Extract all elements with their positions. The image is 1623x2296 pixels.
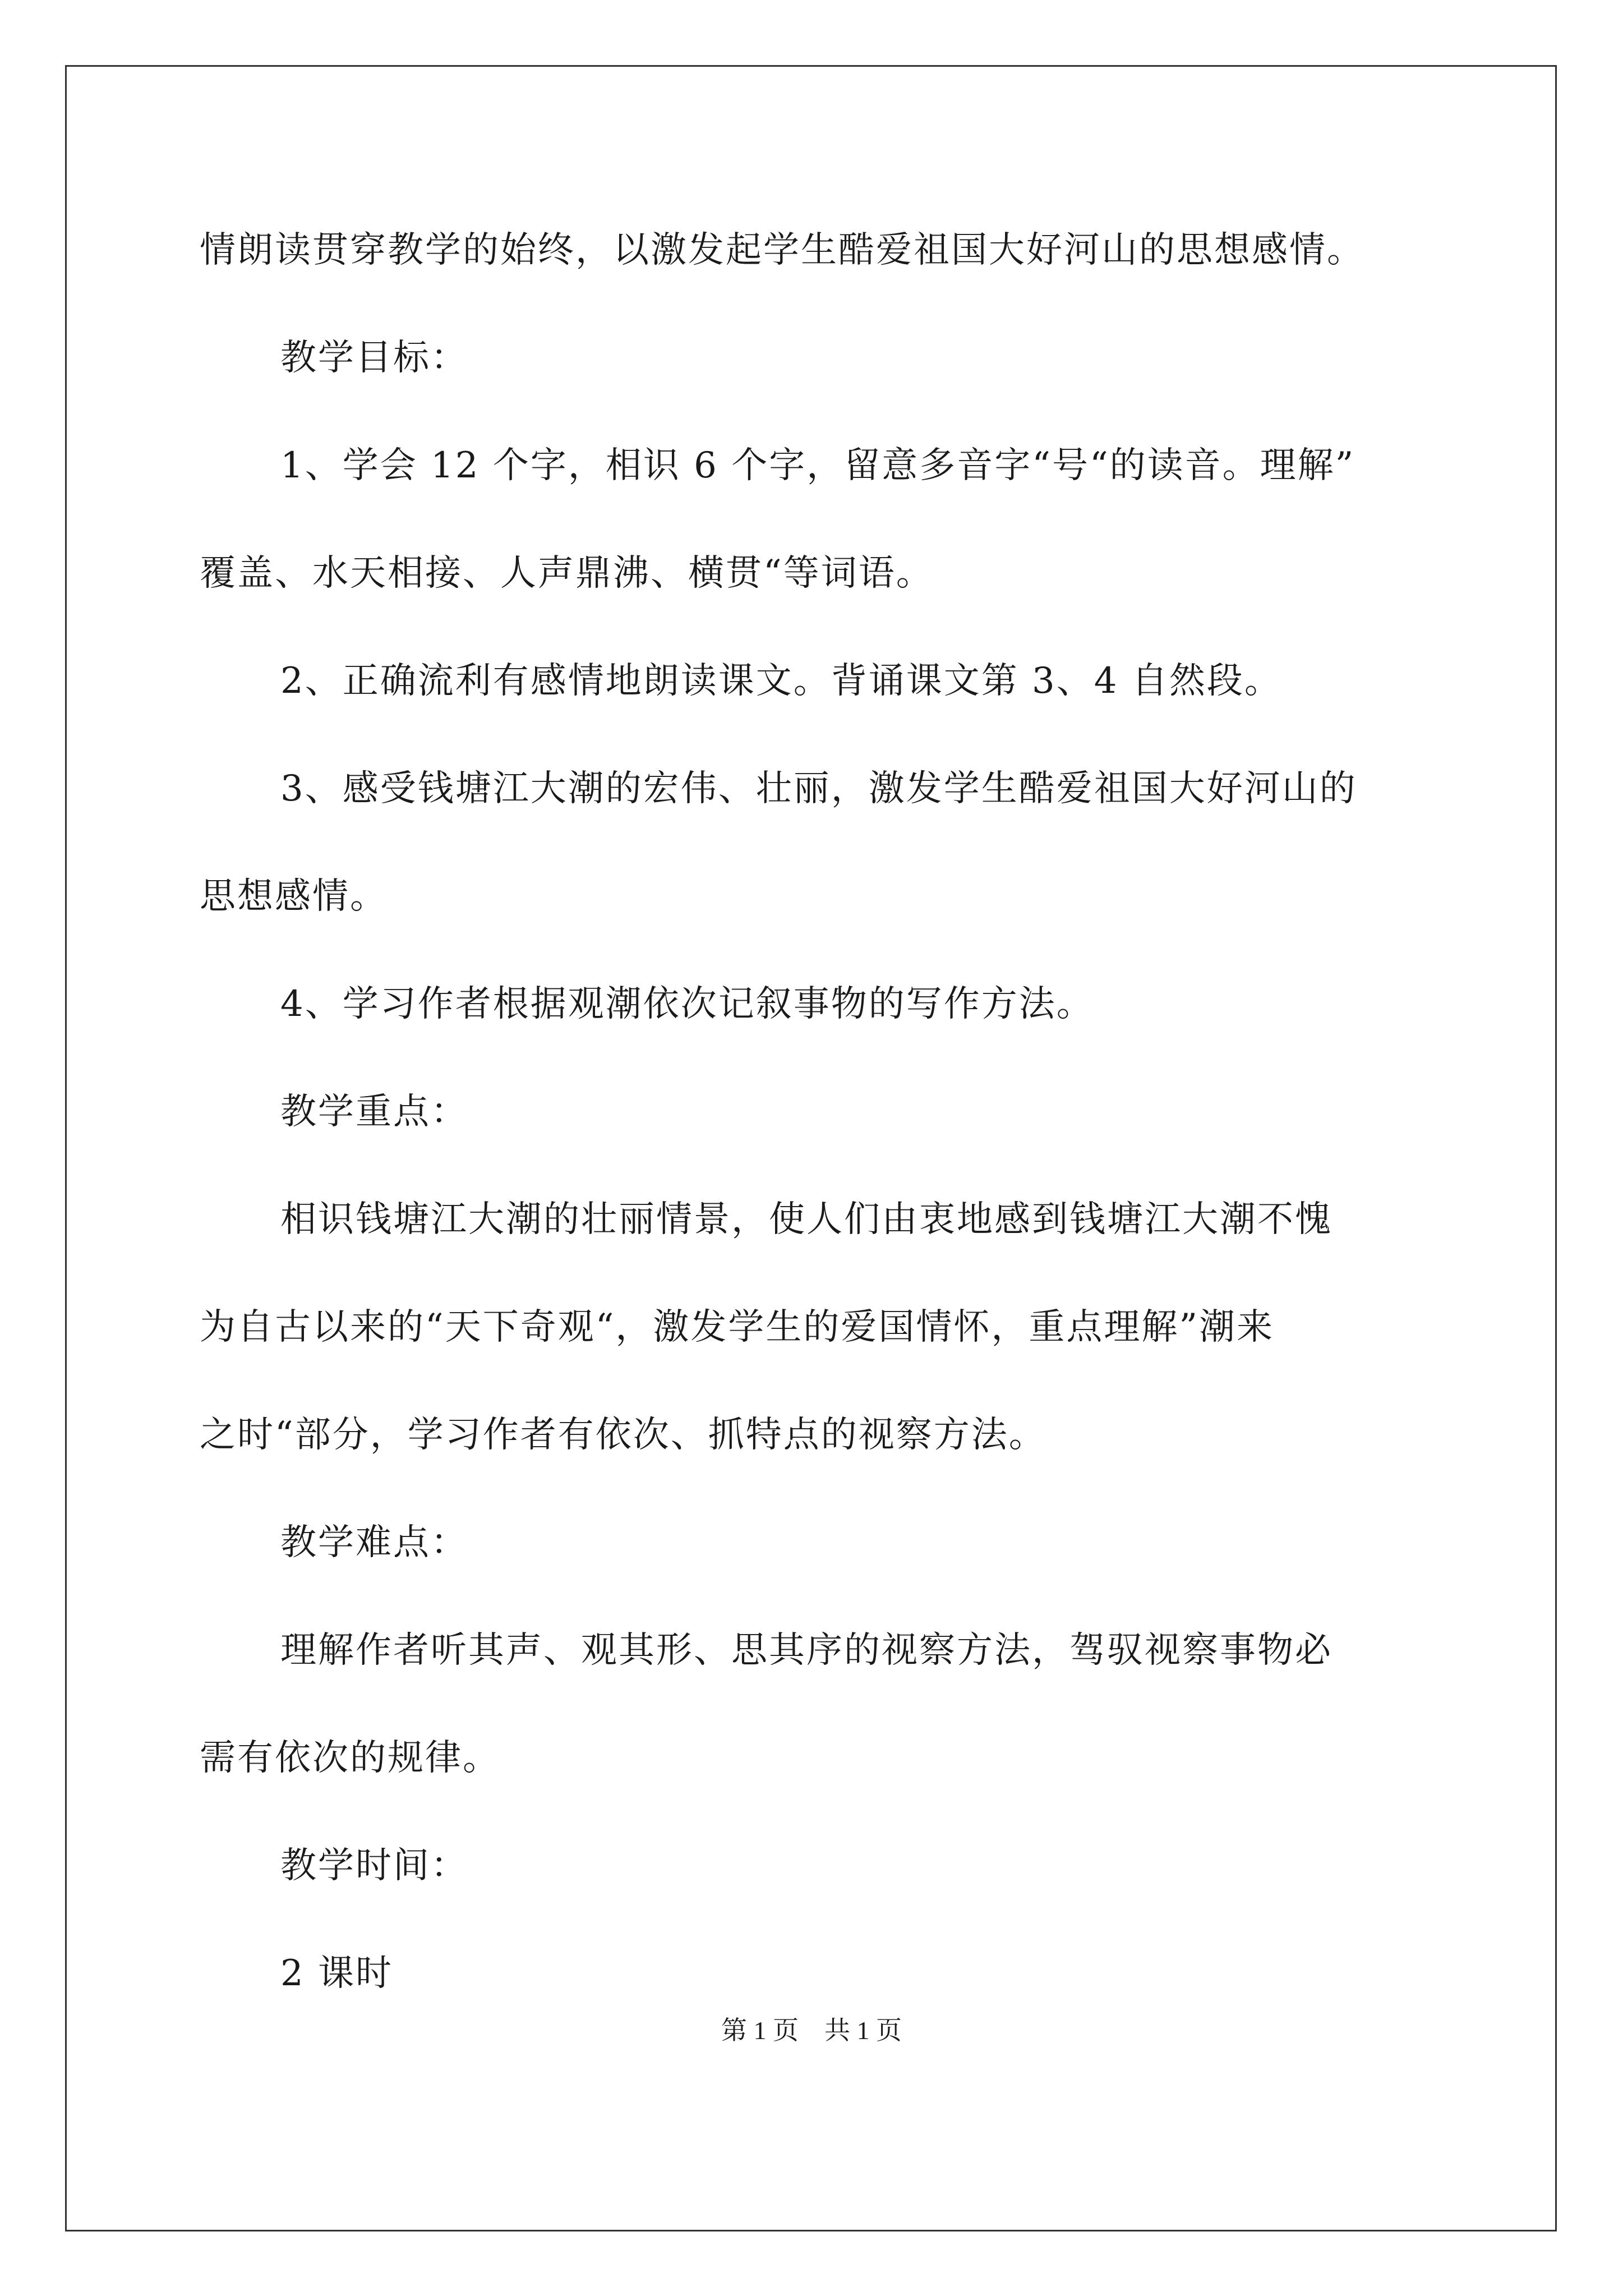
text-line: 4、学习作者根据观潮依次记叙事物的写作方法。: [280, 983, 1094, 1025]
section-heading-time: 教学时间：: [280, 1845, 468, 1887]
text-line: 需有依次的规律。: [200, 1737, 500, 1779]
text-line: 2 课时: [280, 1953, 394, 1994]
text-line: 情朗读贯穿教学的始终，以激发起学生酷爱祖国大好河山的思想感情。: [200, 229, 1364, 271]
section-heading-key-points: 教学重点：: [280, 1091, 468, 1133]
text-line: 为自古以来的“天下奇观“，激发学生的爱国情怀，重点理解”潮来: [200, 1306, 1275, 1348]
page-border: [65, 65, 1557, 2231]
text-line: 理解作者听其声、观其形、思其序的视察方法，驾驭视察事物必: [280, 1630, 1332, 1671]
text-line: 3、感受钱塘江大潮的宏伟、壮丽，激发学生酷爱祖国大好河山的: [280, 768, 1357, 809]
text-line: 2、正确流利有感情地朗读课文。背诵课文第 3、4 自然段。: [280, 660, 1282, 702]
section-heading-difficulties: 教学难点：: [280, 1522, 468, 1563]
page-footer: 第 1 页 共 1 页: [721, 2016, 902, 2045]
text-line: 思想感情。: [200, 876, 388, 917]
text-line: 之时“部分，学习作者有依次、抓特点的视察方法。: [200, 1414, 1046, 1456]
text-line: 覆盖、水天相接、人声鼎沸、横贯“等词语。: [200, 553, 934, 594]
text-line: 1、学会 12 个字，相识 6 个字，留意多音字“号“的读音。理解”: [280, 445, 1355, 486]
text-line: 相识钱塘江大潮的壮丽情景，使人们由衷地感到钱塘江大潮不愧: [280, 1199, 1332, 1240]
section-heading-objectives: 教学目标：: [280, 337, 468, 379]
